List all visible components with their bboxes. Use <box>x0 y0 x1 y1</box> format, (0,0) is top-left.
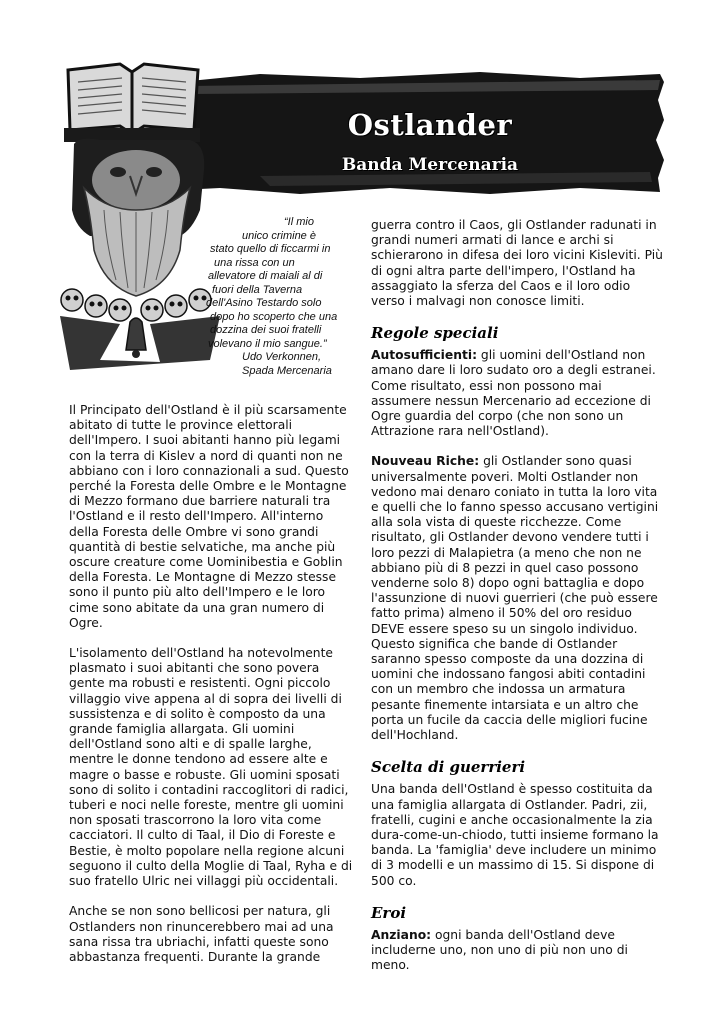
quote-line: volevano il mio sangue.” <box>208 337 327 350</box>
rule-label: Nouveau Riche: <box>371 454 480 469</box>
quote-line: allevatore di maiali al di <box>208 270 323 282</box>
quote-line: una rissa con un <box>214 256 295 269</box>
rule-text: gli Ostlander sono quasi universalmente poveri. Molti Ostlander non vedono mai denaro coniato in tutta la loro vita e quelli che lo fanno spesso accusano vertigini alla sola vista di queste ricchezze. Come risultato, gli Ostlander devono vendere tutti i loro pezzi di Malapietra (a meno che non ne abbiano più di 8 pezzi in quel caso possono venderne solo 8) dopo ogni battaglia e dopo l'assunzione di nuovi guerrieri (che può essere fatto prima) almeno il 50% del oro residuo DEVE essere speso su un singolo individuo. Questo significa che bande di Ostlander saranno spesso composte da una dozzina di uomini che indossano fangosi abiti contadini con un membro che indossa un armatura pesante finemente intarsiata e un altro che porta un fucile da caccia delle migliori fucine dell'Hochland. <box>371 454 659 743</box>
rule-text: gli uomini dell'Ostland non amano dare li loro sudato oro a degli estranei. Come risultato, essi non possono mai assumere nessun Mercenario ad eccezione di Ogre guardia del corpo (che non sono un Attrazione rara nell'Ostland). <box>371 348 656 439</box>
hero-elder <box>371 928 663 974</box>
quote-attribution-title: Spada Mercenaria <box>242 364 332 377</box>
quote-line: dozzina dei suoi fratelli <box>210 324 322 336</box>
paragraph: L'isolamento dell'Ostland ha notevolmente plasmato i suoi abitanti che sono povera gente ma robusti e resistenti. Ogni piccolo villaggio vive appena al di sopra dei livelli di sussistenza e di solito è composto da una grande famiglia allargata. Gli uomini dell'Ostland sono alti e di spalle larghe, mentre le donne tendono ad essere alte e magre o basse e robuste. Gli uomini sposati sono di solito i contadini raccoglitori di radici, tuberi e noci nelle foreste, mentre gli uomini non sposati trascorrono la loro vita come cacciatori. Il culto di Taal, il Dio di Foreste e Bestie, è molto popolare nella regione alcuni seguono il culto della Moglie di Taal, Ryha e di suo fratello Ulric nei villaggi più occidentali. <box>69 646 353 889</box>
right-column <box>371 218 663 988</box>
paragraph: guerra contro il Caos, gli Ostlander radunati in grandi numeri armati di lance e archi si schierarono in difesa dei loro vicini Kisleviti. Più di ogni altra parte dell'impero, l'Ostland ha assaggiato la sferza del Caos e il loro odio verso i malvagi non conosce limiti. <box>371 218 663 309</box>
rule-autosufficienti <box>371 348 663 439</box>
quote-line: stato quello di ficcarmi in <box>210 243 331 255</box>
paragraph: Il Principato dell'Ostland è il più scarsamente abitato di tutte le province elettorali dell'Impero. I suoi abitanti hanno più legami con la terra di Kislev a nord di quanti non ne abbiano con i loro connazionali a sud. Questo perché la Foresta delle Ombre e le Montagne di Mezzo formano due barriere naturali tra l'Ostland e il resto dell'Impero. All'interno della Foresta delle Ombre vi sono grandi quantità di bestie selvatiche, ma anche più oscure creature come Uominibestia e Goblin della Foresta. Le Montagne di Mezzo stesse sono il punto più alto dell'Impero e le loro cime sono abitate da una gran numero di Ogre. <box>69 403 349 630</box>
rule-nouveau-riche <box>371 454 663 743</box>
rule-label: Autosufficienti: <box>371 348 477 363</box>
quote-line: unico crimine è <box>242 229 316 242</box>
header-banner <box>60 60 664 210</box>
section-heading-heroes: Eroi <box>371 903 407 922</box>
quote-line: dell'Asino Testardo solo <box>206 297 322 309</box>
intro-quote <box>206 216 356 378</box>
hero-text: ogni banda dell'Ostland deve includerne uno, non uno di più non uno di meno. <box>371 927 628 973</box>
page-subtitle: Banda Mercenaria <box>341 155 519 175</box>
section-heading-rules: Regole speciali <box>371 324 499 343</box>
quote-line: “Il mio <box>284 216 314 228</box>
hero-label: Anziano: <box>371 927 432 942</box>
page-title: Ostlander <box>347 108 513 142</box>
section-heading-choice: Scelta di guerrieri <box>371 758 526 777</box>
quote-line: fuori della Taverna <box>212 283 303 296</box>
paragraph: Una banda dell'Ostland è spesso costituita da una famiglia allargata di Ostlander. Padri, zii, fratelli, cugini e anche occasionalmente la zia dura-come-un-chiodo, tutti insieme formano la banda. La 'famiglia' deve includere un minimo di 3 modelli e un massimo di 15. Si dispone di 500 co. <box>371 782 659 888</box>
quote-line: dopo ho scoperto che una <box>210 310 338 323</box>
quote-attribution-name: Udo Verkonnen, <box>242 351 322 363</box>
left-column <box>69 403 354 980</box>
paragraph: Anche se non sono bellicosi per natura, gli Ostlanders non rinuncerebbero mai ad una sana rissa tra ubriachi, infatti queste sono abbastanza frequenti. Durante la grande <box>69 904 334 964</box>
